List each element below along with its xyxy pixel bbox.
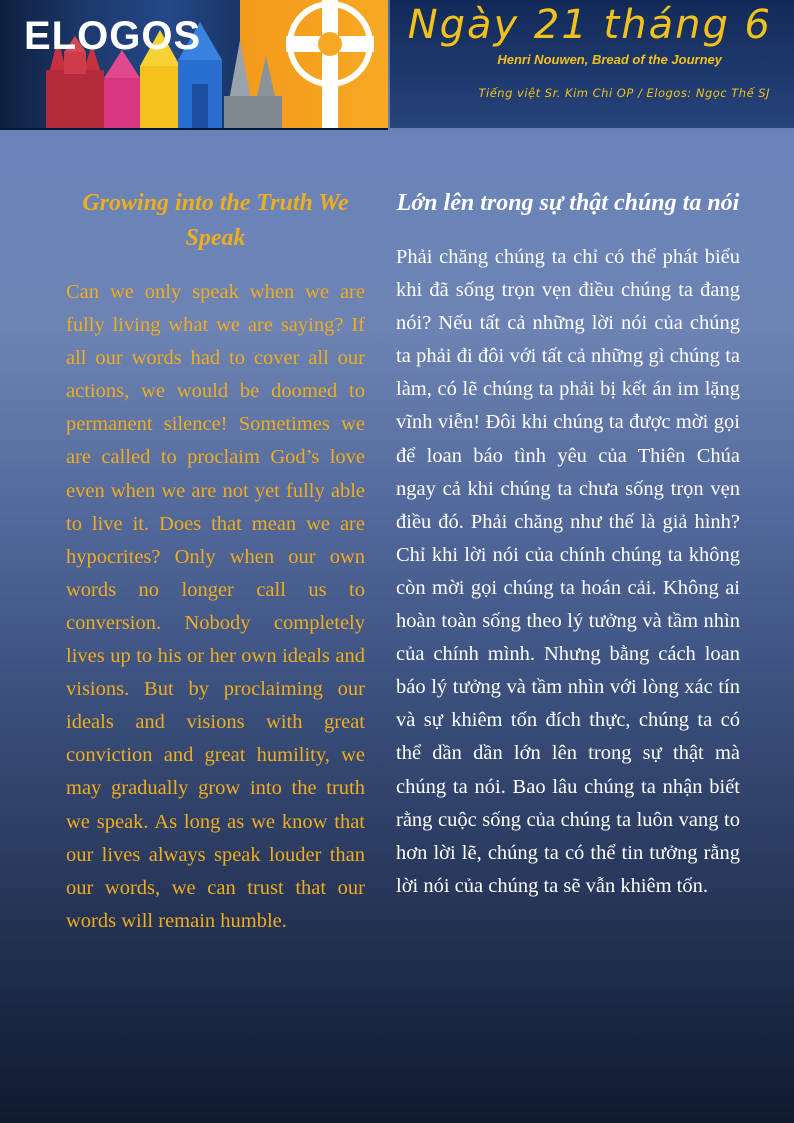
translator-credit: Tiếng việt Sr. Kim Chi OP / Elogos: Ngọc Thế SJ (478, 86, 770, 100)
page-header (0, 0, 794, 128)
elogos-logo: ELOGOS (24, 14, 202, 58)
vietnamese-title: Lớn lên trong sự thật chúng ta nói (396, 190, 740, 216)
elogos-banner (0, 0, 388, 130)
source-credit: Henri Nouwen, Bread of the Journey (497, 52, 722, 67)
english-title: Growing into the Truth We Speak (82, 190, 349, 251)
english-body: Can we only speak when we are fully living what we are saying? If all our words had to cover all our actions, we would be doomed to permanent silence! Sometimes we are called to proclaim God’s love even when we are not yet fully able to live it. Does that mean we are hypocrites? Only when our own words no longer call us to conversion. Nobody completely lives up to his or her own ideals and visions. But by proclaiming our ideals and visions with great conviction and great humility, we may gradually grow into the truth we speak. As long as we know that our lives always speak louder than our words, we can trust that our words will remain humble. (66, 281, 365, 932)
vietnamese-column (396, 186, 740, 903)
english-column (66, 186, 365, 938)
date-title: Ngày 21 tháng 6 (407, 2, 772, 48)
title-block (390, 0, 794, 128)
vietnamese-body: Phải chăng chúng ta chỉ có thể phát biểu khi đã sống trọn vẹn điều chúng ta đang nói? Nếu tất cả những lời nói của chúng ta phải đi đôi với tất cả những gì chúng ta làm, có lẽ chúng ta phải bị kết án im lặng vĩnh viễn! Đôi khi chúng ta được mời gọi để loan báo tình yêu của Thiên Chúa ngay cả khi chúng ta chưa sống trọn vẹn điều đó. Phải chăng như thế là giả hình? Chỉ khi lời nói của chính chúng ta không còn mời gọi chúng ta hoán cải. Không ai hoàn toàn sống theo lý tưởng và tầm nhìn của chính mình. Nhưng bằng cách loan báo lý tưởng và tầm nhìn với lòng xác tín và sự khiêm tốn đích thực, chúng ta có thể dần dần lớn lên trong sự thật mà chúng ta nói. Bao lâu chúng ta nhận biết rằng cuộc sống của chúng ta luôn vang to hơn lời lẽ, chúng ta có thể tin tưởng rằng lời nói của chúng ta sẽ vẫn khiêm tốn. (396, 246, 740, 897)
